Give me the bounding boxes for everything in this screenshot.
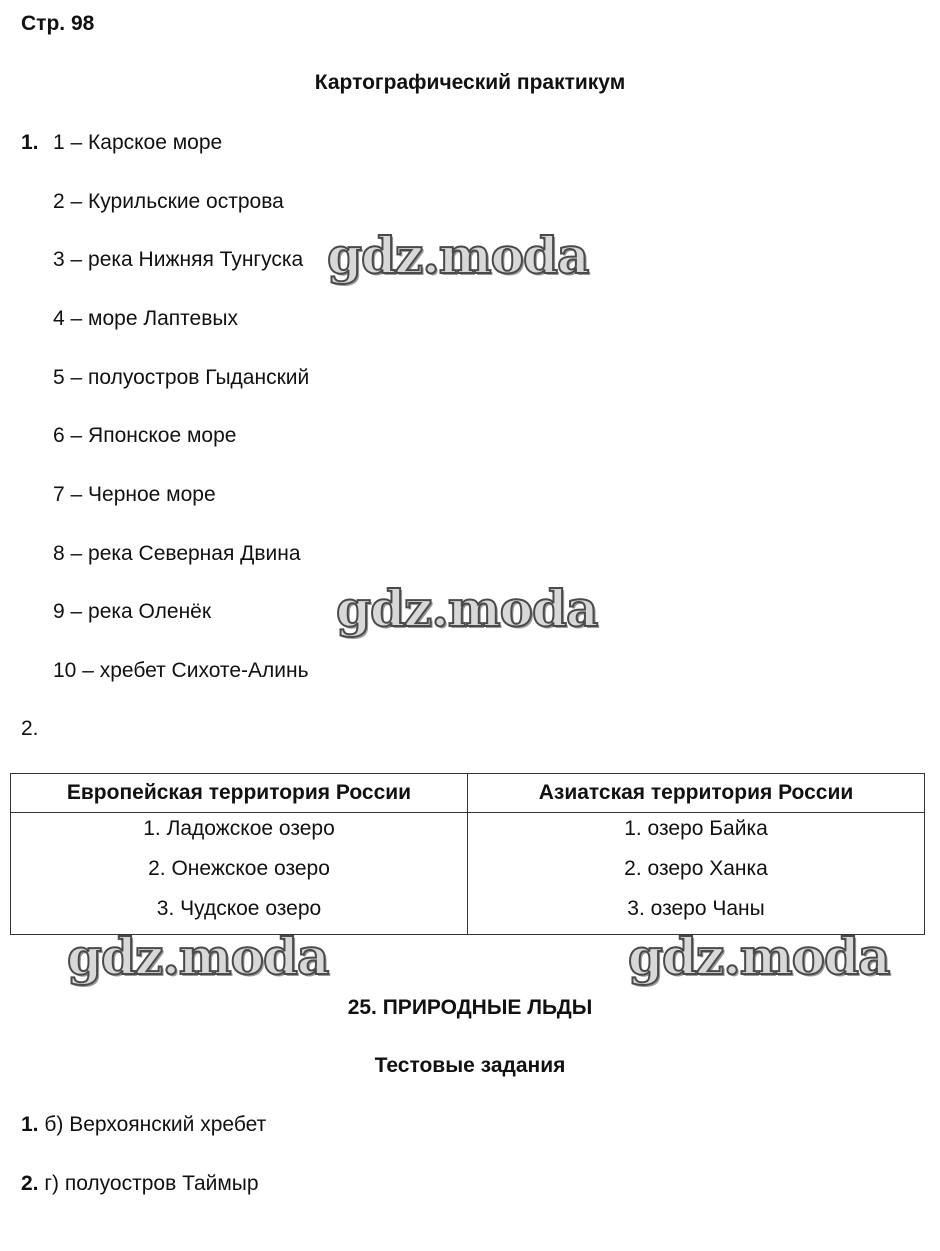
task1-item: 10 – хребет Сихоте-Алинь: [53, 659, 309, 682]
task1-number: 1.: [21, 131, 39, 154]
answer-number: 1.: [21, 1113, 39, 1136]
watermark: gdz.moda: [628, 927, 890, 986]
task1-item: 3 – река Нижняя Тунгуска: [53, 248, 304, 271]
watermark: gdz.moda: [336, 579, 598, 638]
watermark: gdz.moda: [327, 226, 589, 285]
lake-entry: 1. озеро Байка: [624, 817, 768, 840]
task1-item: 1 – Карское море: [53, 131, 223, 154]
chapter-title: 25. ПРИРОДНЫЕ ЛЬДЫ: [347, 996, 593, 1019]
page-label: Стр. 98: [21, 12, 95, 35]
lake-entry: 3. Чудское озеро: [156, 897, 322, 920]
territory-table: [10, 773, 925, 935]
asian-lakes-cell: [468, 813, 925, 935]
answer-line: [21, 1172, 259, 1196]
table-header-row: [11, 774, 925, 813]
lake-entry: 3. озеро Чаны: [627, 897, 765, 920]
task1-item: 7 – Черное море: [53, 483, 216, 506]
task1-item: 9 – река Оленёк: [53, 600, 212, 623]
lake-entry: 1. Ладожское озеро: [143, 817, 335, 840]
task2-number: 2.: [21, 717, 39, 740]
task1-item: 4 – море Лаптевых: [53, 307, 238, 330]
answer-text: б) Верхоянский хребет: [38, 1113, 267, 1136]
column-header-asian: Азиатская территория России: [468, 774, 925, 813]
european-lakes-cell: [11, 813, 468, 935]
task1-item: 2 – Курильские острова: [53, 190, 284, 213]
lake-entry: 2. Онежское озеро: [148, 857, 330, 880]
watermark: gdz.moda: [67, 927, 329, 986]
answer-line: [21, 1113, 266, 1137]
tests-title: Тестовые задания: [374, 1054, 566, 1077]
table-row: [11, 813, 925, 935]
task1-item: 5 – полуостров Гыданский: [53, 366, 310, 389]
answer-number: 2.: [21, 1172, 39, 1195]
answer-text: г) полуостров Таймыр: [38, 1172, 259, 1195]
task1-item: 6 – Японское море: [53, 424, 237, 447]
lake-entry: 2. озеро Ханка: [624, 857, 768, 880]
task1-item: 8 – река Северная Двина: [53, 542, 301, 565]
column-header-european: Европейская территория России: [11, 774, 468, 813]
section-title: Картографический практикум: [314, 71, 626, 94]
